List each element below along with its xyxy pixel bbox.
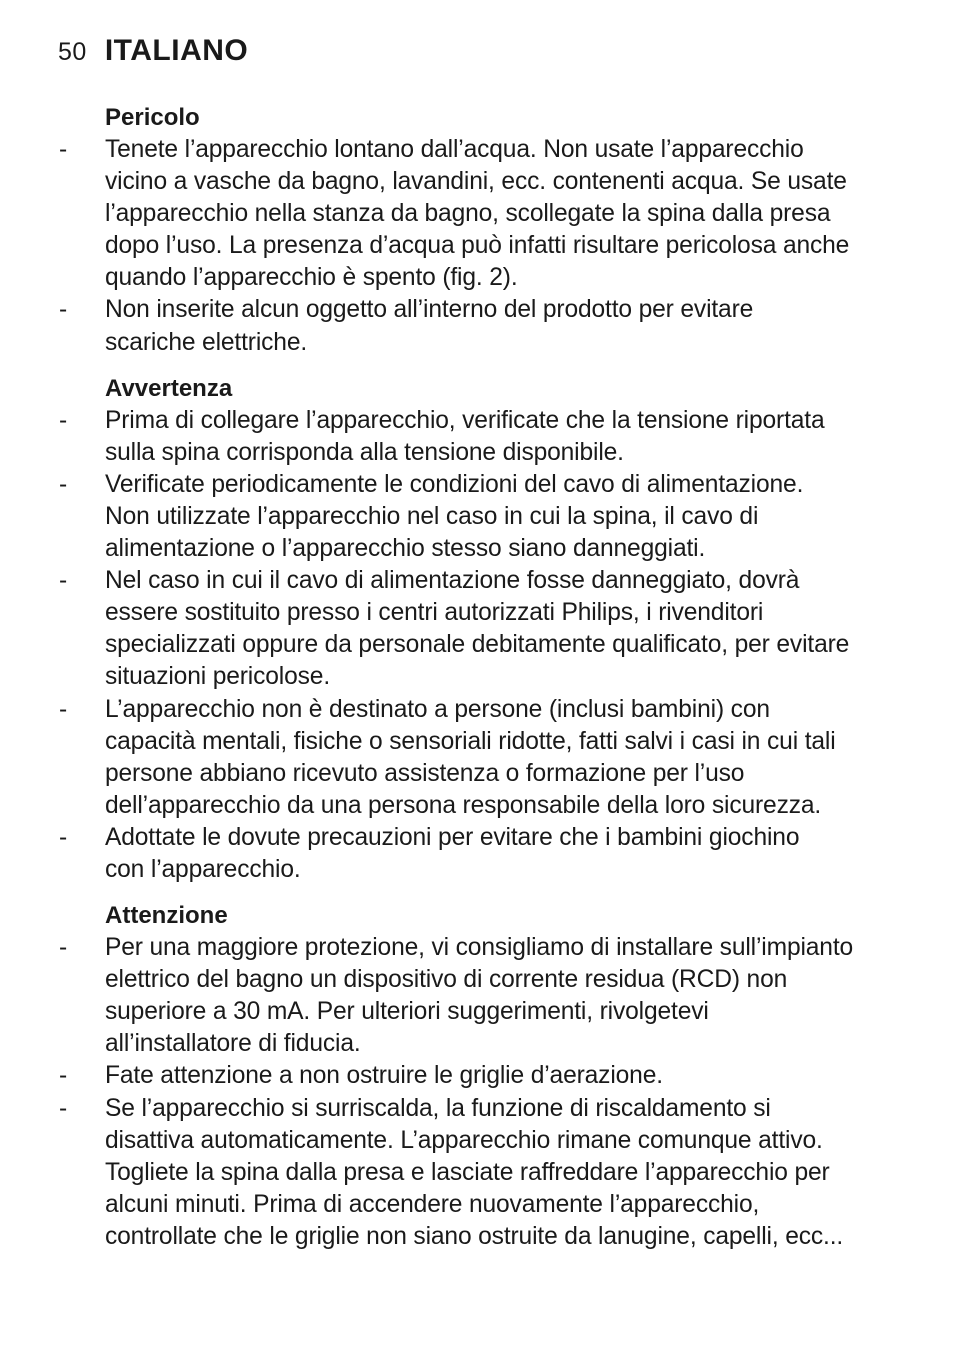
section-heading: Avvertenza bbox=[105, 374, 233, 402]
text-line: quando l’apparecchio è spento (fig. 2). bbox=[105, 264, 518, 292]
text-line: Se l’apparecchio si surriscalda, la funzione di riscaldamento si bbox=[105, 1094, 771, 1122]
text-line: sulla spina corrisponda alla tensione disponibile. bbox=[105, 438, 624, 466]
list-item bbox=[0, 932, 954, 1060]
text-line: Nel caso in cui il cavo di alimentazione fosse danneggiato, dovrà bbox=[105, 567, 800, 595]
list-item bbox=[0, 405, 954, 469]
list-item bbox=[0, 565, 954, 693]
text-line: Prima di collegare l’apparecchio, verificate che la tensione riportata bbox=[105, 406, 825, 434]
text-line: Non inserite alcun oggetto all’interno del prodotto per evitare bbox=[105, 296, 754, 324]
page-header bbox=[58, 34, 248, 68]
text-line: superiore a 30 mA. Per ulteriori suggerimenti, rivolgetevi bbox=[105, 998, 709, 1026]
list-item bbox=[0, 1093, 954, 1253]
bullet-dash: - bbox=[59, 695, 68, 723]
bullet-dash: - bbox=[59, 1062, 68, 1090]
text-line: persone abbiano ricevuto assistenza o formazione per l’uso bbox=[105, 759, 745, 787]
text-line: Verificate periodicamente le condizioni del cavo di alimentazione. bbox=[105, 470, 804, 498]
list-item bbox=[0, 134, 954, 294]
text-line: alimentazione o l’apparecchio stesso siano danneggiati. bbox=[105, 535, 706, 563]
list-item bbox=[0, 469, 954, 565]
section-attenzione bbox=[0, 900, 954, 1253]
list-item bbox=[0, 294, 954, 358]
text-line: Per una maggiore protezione, vi consigliamo di installare sull’impianto bbox=[105, 934, 854, 962]
page-number: 50 bbox=[58, 38, 87, 66]
text-line: disattiva automaticamente. L’apparecchio rimane comunque attivo. bbox=[105, 1126, 823, 1154]
text-line: alcuni minuti. Prima di accendere nuovamente l’apparecchio, bbox=[105, 1190, 760, 1218]
language-title: ITALIANO bbox=[104, 34, 249, 67]
list-item bbox=[0, 1060, 954, 1092]
section-heading: Attenzione bbox=[105, 902, 228, 930]
text-line: Non utilizzate l’apparecchio nel caso in cui la spina, il cavo di bbox=[105, 502, 759, 530]
text-line: situazioni pericolose. bbox=[105, 663, 330, 691]
text-line: controllate che le griglie non siano ostruite da lanugine, capelli, ecc... bbox=[105, 1222, 844, 1250]
list-item bbox=[0, 694, 954, 822]
bullet-dash: - bbox=[59, 136, 68, 163]
text-line: all’installatore di fiducia. bbox=[105, 1030, 361, 1058]
text-line: scariche elettriche. bbox=[105, 328, 308, 356]
text-line: Tenete l’apparecchio lontano dall’acqua. Non usate l’apparecchio bbox=[105, 136, 804, 163]
bullet-dash: - bbox=[59, 470, 68, 498]
document-body bbox=[0, 102, 954, 1267]
text-line: dopo l’uso. La presenza d’acqua può infatti risultare pericolosa anche bbox=[105, 232, 850, 260]
bullet-dash: - bbox=[59, 406, 68, 434]
bullet-dash: - bbox=[59, 1094, 68, 1122]
text-line: elettrico del bagno un dispositivo di corrente residua (RCD) non bbox=[105, 966, 788, 994]
text-line: dell’apparecchio da una persona responsabile della loro sicurezza. bbox=[105, 791, 822, 819]
text-line: capacità mentali, fisiche o sensoriali ridotte, fatti salvi i casi in cui tali bbox=[105, 727, 836, 755]
text-line: Adottate le dovute precauzioni per evitare che i bambini giochino bbox=[105, 823, 800, 851]
bullet-dash: - bbox=[59, 567, 68, 595]
text-line: L’apparecchio non è destinato a persone (inclusi bambini) con bbox=[105, 695, 770, 723]
text-line: vicino a vasche da bagno, lavandini, ecc. contenenti acqua. Se usate bbox=[105, 168, 847, 196]
bullet-dash: - bbox=[59, 934, 68, 962]
text-line: specializzati oppure da personale debitamente qualificato, per evitare bbox=[105, 631, 850, 659]
section-avvertenza bbox=[0, 373, 954, 886]
text-line: essere sostituito presso i centri autorizzati Philips, i rivenditori bbox=[105, 599, 764, 627]
section-heading: Pericolo bbox=[105, 104, 200, 131]
text-line: Fate attenzione a non ostruire le griglie d’aerazione. bbox=[105, 1062, 663, 1090]
section-pericolo bbox=[0, 102, 954, 359]
text-line: con l’apparecchio. bbox=[105, 855, 301, 883]
text-line: l’apparecchio nella stanza da bagno, scollegate la spina dalla presa bbox=[105, 200, 831, 228]
list-item bbox=[0, 822, 954, 886]
text-line: Togliete la spina dalla presa e lasciate raffreddare l’apparecchio per bbox=[105, 1158, 830, 1186]
bullet-dash: - bbox=[59, 823, 68, 851]
bullet-dash: - bbox=[59, 296, 68, 324]
